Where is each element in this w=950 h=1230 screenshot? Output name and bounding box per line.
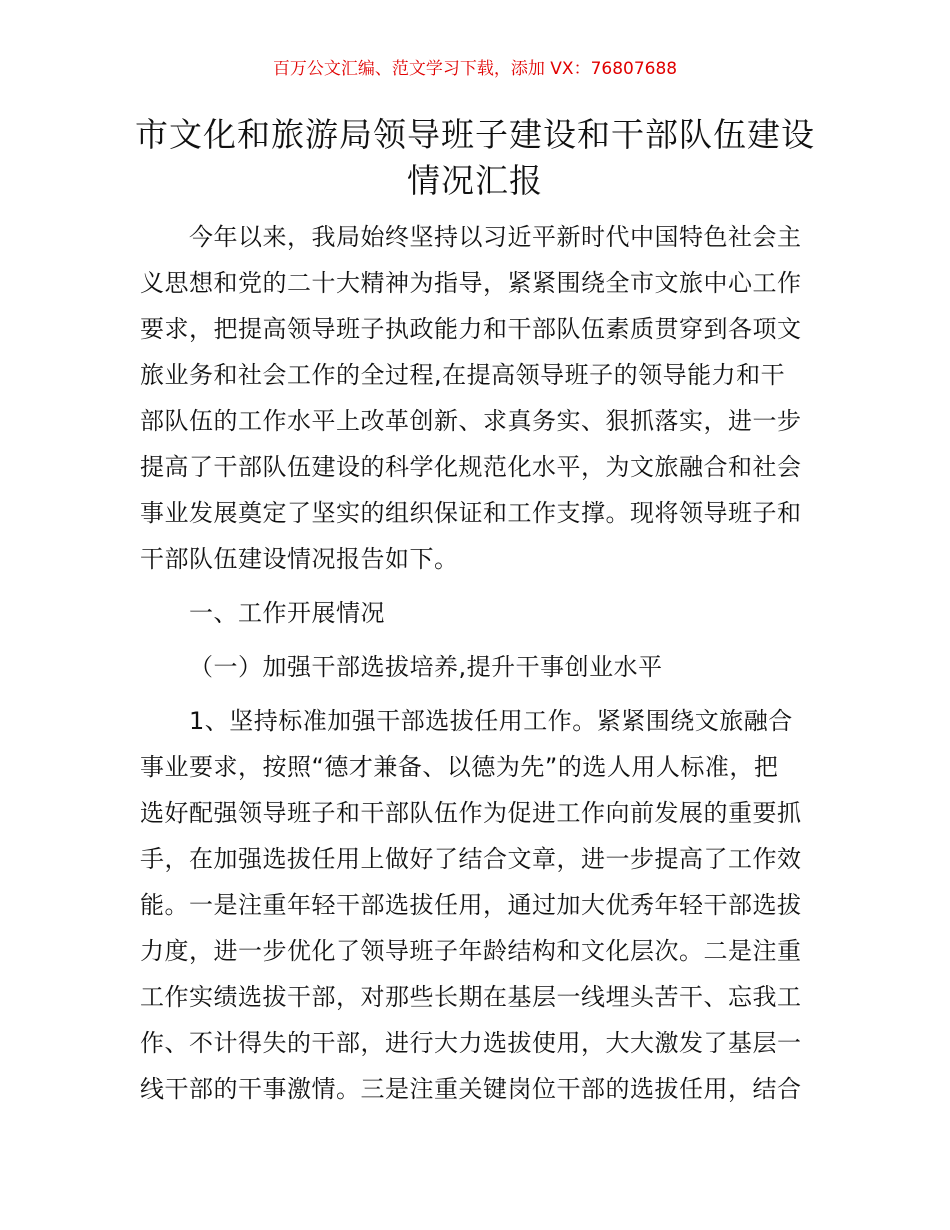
subsection-heading: （一）加强干部选拔培养,提升干事创业水平 [189,653,663,681]
document-body [140,214,820,1112]
title-line: 情况汇报 [407,161,543,200]
paragraph-line: 作、不计得失的干部，进行大力选拔使用，大大激发了基层一 [140,1029,802,1057]
document-title [120,112,830,204]
paragraph-line: 要求，把提高领导班子执政能力和干部队伍素质贯穿到各项文 [140,315,802,343]
paragraph-line: 事业要求，按照“德才兼备、以德为先”的选人用人标准，把 [140,753,779,781]
paragraph-line: 今年以来，我局始终坚持以习近平新时代中国特色社会主 [189,223,802,251]
paragraph-line: 旅业务和社会工作的全过程,在提高领导班子的领导能力和干 [140,361,786,389]
paragraph-line: 干部队伍建设情况报告如下。 [140,545,459,573]
paragraph-line: 事业发展奠定了坚实的组织保证和工作支撑。现将领导班子和 [140,499,802,527]
paragraph-line: 选好配强领导班子和干部队伍作为促进工作向前发展的重要抓 [140,799,802,827]
paragraph-line: 义思想和党的二十大精神为指导，紧紧围绕全市文旅中心工作 [140,269,802,297]
paragraph-line: 力度，进一步优化了领导班子年龄结构和文化层次。二是注重 [140,937,802,965]
header-download-note: 百万公文汇编、范文学习下载，添加 VX：76807688 [272,59,678,79]
paragraph-line: 1、坚持标准加强干部选拔任用工作。紧紧围绕文旅融合 [189,707,793,735]
section-heading: 一、工作开展情况 [189,599,385,627]
paragraph-line: 手，在加强选拔任用上做好了结合文章，进一步提高了工作效 [140,845,802,873]
paragraph-point-1 [140,698,820,1112]
paragraph-line: 能。一是注重年轻干部选拔任用，通过加大优秀年轻干部选拔 [140,891,802,919]
paragraph-intro [140,214,820,582]
title-line: 市文化和旅游局领导班子建设和干部队伍建设 [135,115,815,154]
paragraph-line: 工作实绩选拔干部，对那些长期在基层一线埋头苦干、忘我工 [140,983,802,1011]
paragraph-line: 线干部的干事激情。三是注重关键岗位干部的选拔任用，结合 [140,1075,802,1103]
paragraph-line: 部队伍的工作水平上改革创新、求真务实、狠抓落实，进一步 [140,407,802,435]
paragraph-line: 提高了干部队伍建设的科学化规范化水平，为文旅融合和社会 [140,453,802,481]
